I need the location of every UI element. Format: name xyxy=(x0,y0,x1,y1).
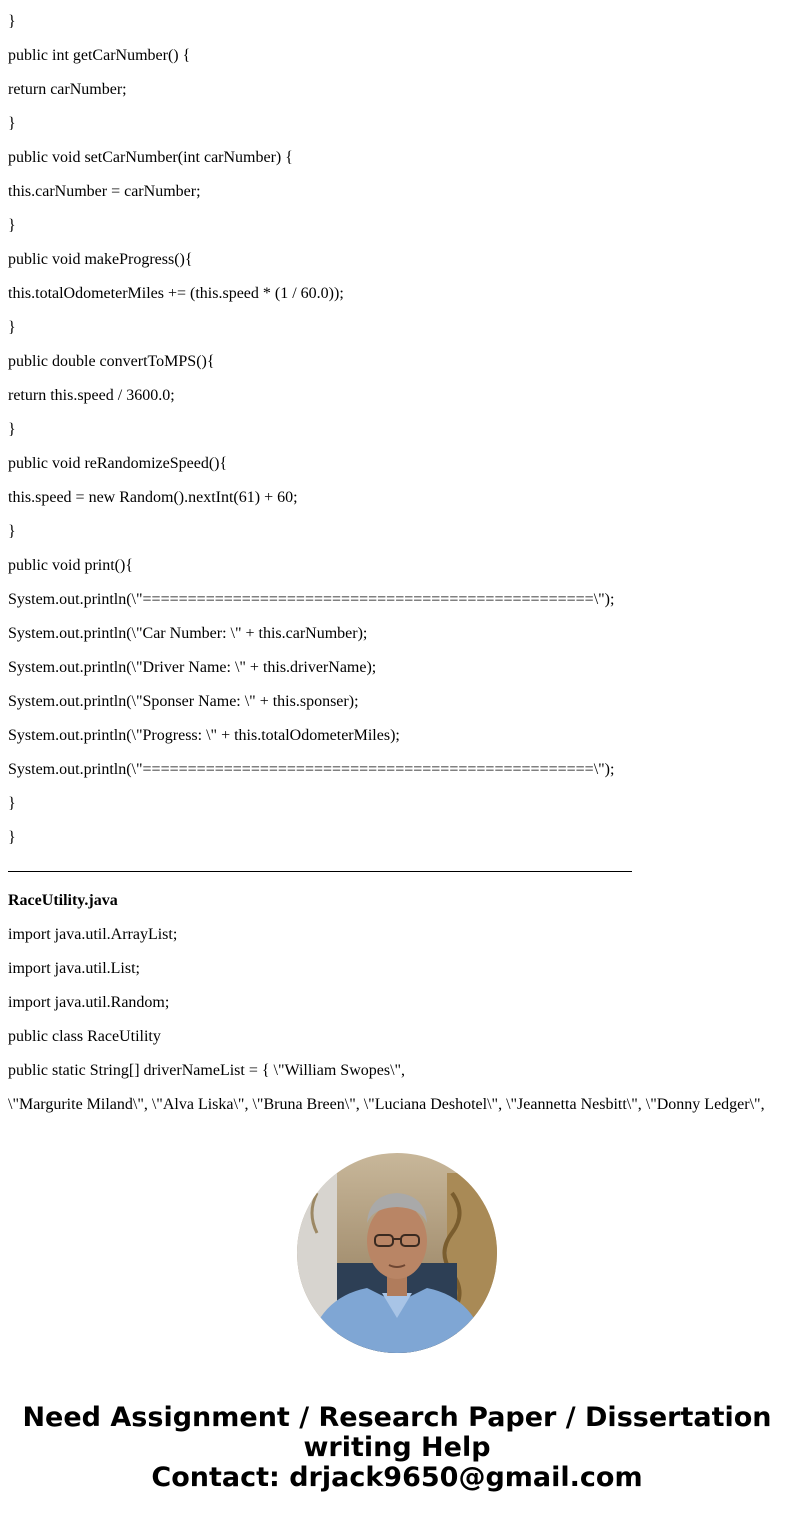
code-document xyxy=(8,0,788,1130)
code-line: } xyxy=(8,523,16,540)
code-line: } xyxy=(8,795,16,812)
contact-banner xyxy=(0,1403,794,1493)
code-line: } xyxy=(8,319,16,336)
code-line: import java.util.ArrayList; xyxy=(8,926,178,943)
code-line: public static String[] driverNameList = { \"William Swopes\", xyxy=(8,1062,406,1079)
code-line: System.out.println(\"Driver Name: \" + this.driverName); xyxy=(8,659,377,676)
author-portrait-image xyxy=(297,1153,497,1353)
code-line: public int getCarNumber() { xyxy=(8,47,191,64)
author-avatar xyxy=(297,1153,497,1353)
code-line: return carNumber; xyxy=(8,81,127,98)
code-line: System.out.println(\"==================================================\"); xyxy=(8,591,615,608)
code-line: return this.speed / 3600.0; xyxy=(8,387,175,404)
file-heading: RaceUtility.java xyxy=(8,892,118,909)
banner-line-1: Need Assignment / Research Paper / Dissertation xyxy=(22,1402,772,1433)
code-line: public double convertToMPS(){ xyxy=(8,353,215,370)
code-line: public void reRandomizeSpeed(){ xyxy=(8,455,228,472)
code-line: public class RaceUtility xyxy=(8,1028,161,1045)
horizontal-divider xyxy=(8,871,632,872)
code-line: this.totalOdometerMiles += (this.speed * (1 / 60.0)); xyxy=(8,285,344,302)
code-line: this.carNumber = carNumber; xyxy=(8,183,201,200)
code-line: } xyxy=(8,13,16,30)
code-line: \"Margurite Miland\", \"Alva Liska\", \"Bruna Breen\", \"Luciana Deshotel\", \"Jeannetta Nesbitt\", \"Donny Ledger\", xyxy=(8,1096,765,1113)
code-line: System.out.println(\"==================================================\"); xyxy=(8,761,615,778)
contact-email: Contact: drjack9650@gmail.com xyxy=(151,1462,643,1493)
banner-line-2: writing Help xyxy=(303,1432,491,1463)
code-line: } xyxy=(8,421,16,438)
code-line: } xyxy=(8,115,16,132)
code-line: public void print(){ xyxy=(8,557,133,574)
code-line: this.speed = new Random().nextInt(61) + 60; xyxy=(8,489,298,506)
code-line: import java.util.List; xyxy=(8,960,140,977)
code-line: System.out.println(\"Car Number: \" + this.carNumber); xyxy=(8,625,368,642)
code-line: System.out.println(\"Progress: \" + this.totalOdometerMiles); xyxy=(8,727,400,744)
code-line: System.out.println(\"Sponser Name: \" + this.sponser); xyxy=(8,693,359,710)
code-line: public void setCarNumber(int carNumber) { xyxy=(8,149,293,166)
code-line: } xyxy=(8,217,16,234)
code-line: import java.util.Random; xyxy=(8,994,170,1011)
code-line: public void makeProgress(){ xyxy=(8,251,193,268)
code-line: } xyxy=(8,829,16,846)
